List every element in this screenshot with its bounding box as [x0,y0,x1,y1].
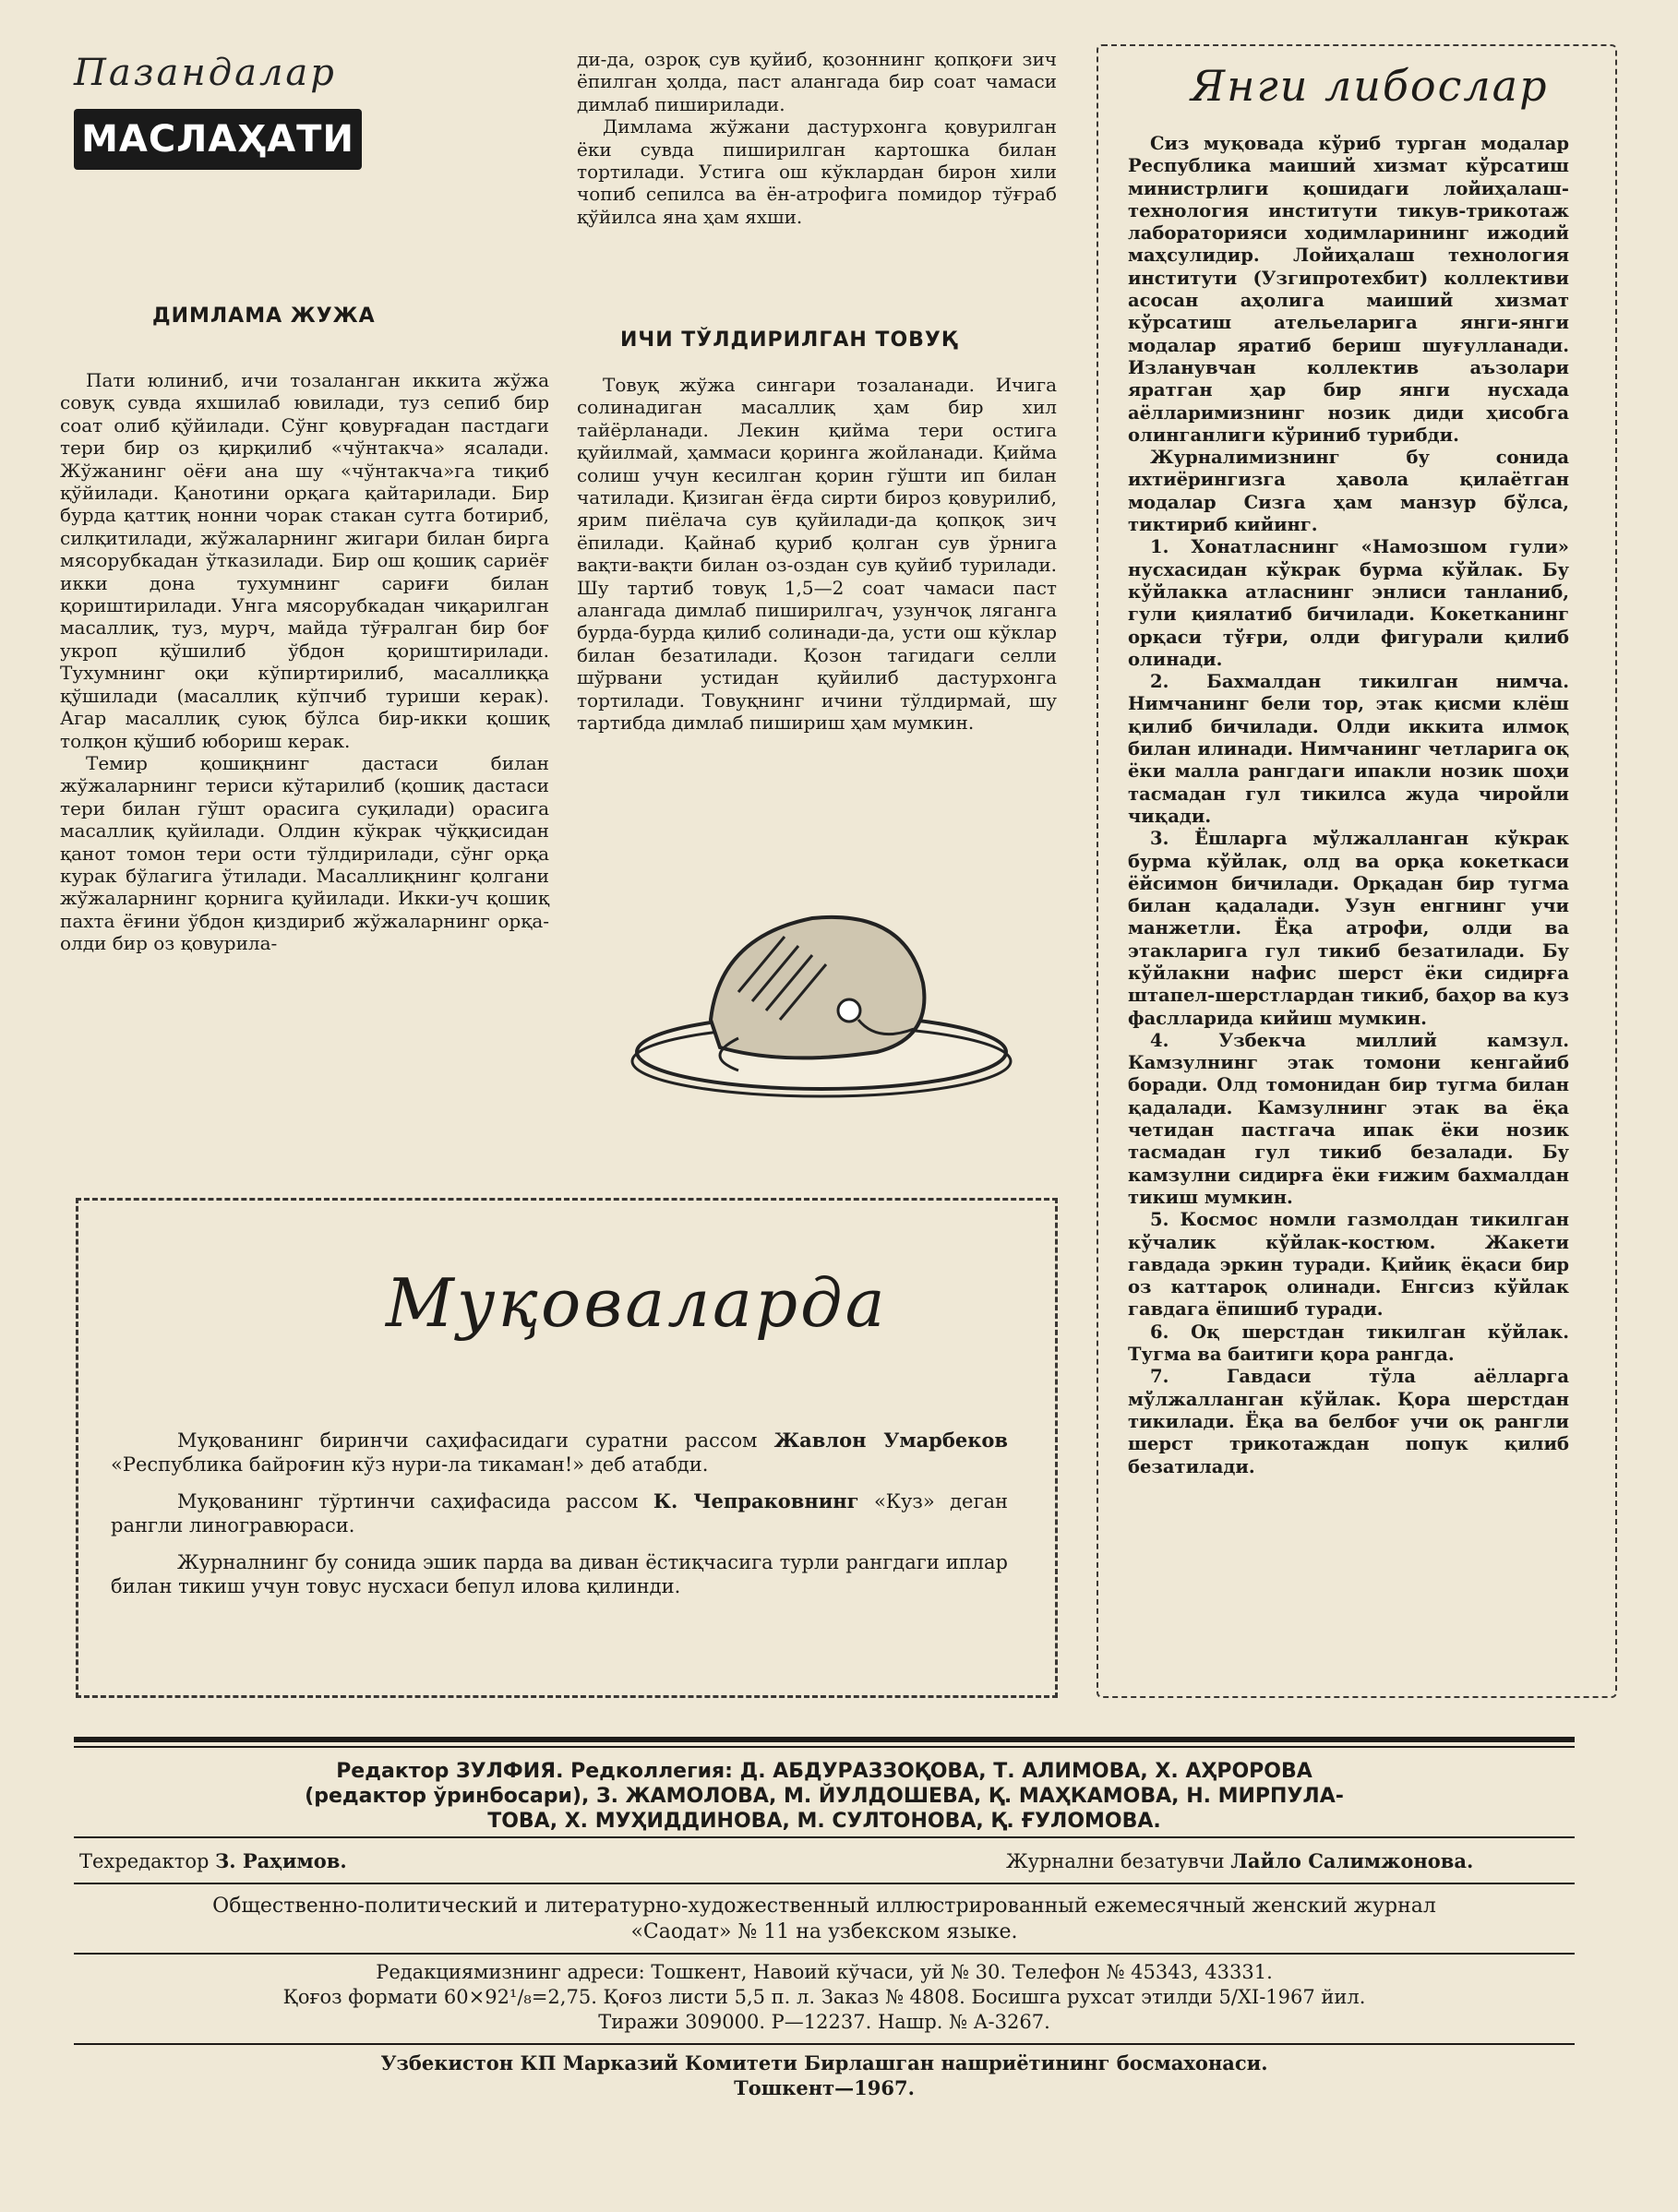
journal-desc-line: Общественно-политический и литературно-художественный иллюстрированный ежемесячный женский журнал [212,1895,1436,1918]
fashion-item: 5. Космос номли газмолдан тикилган кўчалик кўйлак-костюм. Жакети гавдада эркин туради. Қийиқ ёқаси бир оз каттароқ олинади. Енгсиз кўйлак гавдага ёпишиб туради. [1128,1209,1569,1321]
footer-rule [74,1953,1575,1955]
designer-name: Лайло Салимжонова. [1230,1849,1474,1872]
recipe1-paragraph: Темир қошиқнинг дастаси билан жўжаларнинг териси кўтарилиб (қошиқ дастаси тери билан гўшт орасига суқилади) орасига масаллиқ қуйилади. Олдин кўкрак чўққисидан қанот томон тери ости тўлдирилади, сўнг орқа курак бўлагига ўтилади. Масаллиқнинг қолгани жўжаларнинг қорнига қуйилади. Икки-уч қошиқ пахта ёғини ўбдон қиздириб жўжаларнинг орқа-олди бир оз қовурила- [60,751,549,955]
new-fashions-body [1128,133,1569,1478]
cover-text-span: Муқованинг тўртинчи саҳифасида рассом [177,1490,653,1513]
recipe1-cont-paragraph: Димлама жўжани дастурхонга қовурилган ёки сувда пиширилган картошка билан тортилади. Устига ош кўклардан бирон хили чопиб сепилса ва ён-атрофига помидор тўғраб қўйилса яна ҳам яхши. [577,115,1057,228]
cover-paragraph [111,1489,1008,1537]
printer-info [74,2051,1575,2100]
journal-description [74,1894,1575,1945]
recipe1-cont-paragraph: ди-да, озроқ сув қуйиб, қозоннинг қопқоғи зич ёпилган ҳолда, паст алангада бир соат чамаси димлаб пиширилади. [577,48,1057,115]
footer-rule [74,1737,1575,1742]
fashion-item: 3. Ёшларга мўлжалланган кўкрак бурма кўйлак, олд ва орқа кокеткаси ёйсимон бичилади. Орқадан бир тугма билан қадалади. Узун енгнинг учи манжетли. Ёқа атрофи, олди ва этакларига гул тикиб безатилади. Бу кўйлакни нафис шерст ёки сидирға штапел-шерстлардан тикиб, баҳор ва куз фаслларида кийиш мумкин. [1128,828,1569,1029]
recipe2-body [577,374,1057,735]
tech-editor-label: Техредактор [79,1850,216,1872]
journal-desc-line: «Саодат» № 11 на узбекском языке. [630,1920,1018,1943]
tech-editor [79,1849,347,1872]
editorial-line: (редактор ўринбосари), З. ЖАМОЛОВА, М. ЙУЛДОШЕВА, Қ. МАҲКАМОВА, Н. МИРПУЛА- [305,1785,1344,1808]
cover-script-title: Муқоваларда [386,1264,888,1342]
footer-rule [74,1746,1575,1748]
recipe1-title: ДИМЛАМА ЖУЖА [152,305,376,328]
recipe1-continuation [577,48,1057,228]
cover-info-text [111,1429,1008,1611]
printer-line: Узбекистон КП Марказий Комитети Бирлашган нашриётининг босмахонаси. [380,2051,1268,2074]
recipe2-paragraph: Товуқ жўжа сингари тозаланади. Ичига солинадиган масаллиқ ҳам бир хил тайёрланади. Лекин қийма тери остига қуйилмай, ҳаммаси қоринга жойланади. Қийма солиш учун кесилган қорин гўшти ип билан чатилади. Қизиган ёғда сирти бироз қовурилиб, ярим пиёлача сув қуйилади-да қопқоқ зич ёпилади. Қайнаб қуриб қолган сув ўрнига вақти-вақти билан оз-оздан сув қуйиб турилади. Шу тартиб товуқ 1,5—2 соат чамаси паст алангада димлаб пиширилгач, узунчоқ ляганга бурда-бурда қилиб солинади-да, усти ош кўклар билан безатилади. Қозон тагидаги селли шўрвани устидан қуйилиб дастурхонга тортилади. Товуқнинг ичини тўлдирмай, шу тартибда димлаб пишириш ҳам мумкин. [577,374,1057,735]
section-title-box: МАСЛАҲАТИ [74,109,362,170]
cover-text-span: «Куз» деган рангли линогравюраси. [111,1490,1009,1536]
footer-rule [74,2043,1575,2045]
fashion-item: 1. Хонатласнинг «Намозшом гули» нусхасидан кўкрак бурма кўйлак. Бу кўйлакка атласнинг энлиси танланиб, гули қиялатиб бичилади. Кокетканинг орқаси тўғри, олди фигурали қилиб олинади. [1128,536,1569,670]
publication-line: Қоғоз формати 60×92¹/₈=2,75. Қоғоз листи 5,5 п. л. Заказ № 4808. Босишга рухсат этилди 5/XI-1967 йил. [282,1986,1366,2008]
section-script-title: Пазандалар [74,52,337,94]
publication-line: Тиражи 309000. Р—12237. Нашр. № А-3267. [598,2011,1050,2033]
fashion-paragraph: Журналимизнинг бу сонида ихтиёрингизга ҳавола қилаётган модалар Сизга ҳам манзур бўлса, тиктириб кийинг. [1128,447,1569,536]
roast-chicken-illustration [600,881,1025,1103]
fashion-item: 4. Узбекча миллий камзул. Камзулнинг этак томони кенгайиб боради. Олд томонидан бир тугма билан қадалади. Камзулнинг этак ва ёқа четидан пастгача ипак ёки нозик тасмадан гул тикиб безалади. Бу камзулни сидирға ёки ғижим бахмалдан тикиш мумкин. [1128,1029,1569,1208]
new-fashions-title: Янги либослар [1191,61,1549,111]
fashion-item: 2. Бахмалдан тикилган нимча. Нимчанинг бели тор, этак қисми клёш қилиб бичилади. Олди иккита илмоқ билан илинади. Нимчанинг четларига оқ ёки малла рангдаги ипакли нозик шоҳи тасмадан гул тикилса жуда чиройли чиқади. [1128,671,1569,827]
cover-paragraph: Журналнинг бу сонида эшик парда ва диван ёстиқчасига турли рангдаги иплар билан тикиш учун товус нусхаси бепул илова қилинди. [111,1551,1008,1597]
editorial-line: Редактор ЗУЛФИЯ. Редколлегия: Д. АБДУРАЗЗОҚОВА, Т. АЛИМОВА, Х. АҲРОРОВА [336,1760,1312,1783]
publication-details [74,1960,1575,2035]
designer [1006,1849,1473,1872]
recipe1-body [60,369,549,955]
cover-text-span: Муқованинг биринчи саҳифасидаги суратни рассом [177,1429,774,1452]
fashion-item: 7. Гавдаси тўла аёлларга мўлжалланган кўйлак. Қора шерстдан тикилади. Ёқа ва белбоғ учи оқ рангли шерст трикотаждан попук қилиб безатилади. [1128,1366,1569,1477]
footer-rule [74,1883,1575,1884]
printer-line: Тошкент—1967. [734,2076,915,2099]
recipe1-paragraph: Пати юлиниб, ичи тозаланган иккита жўжа совуқ сувда яхшилаб ювилади, туз сепиб бир соат олиб қўйилади. Сўнг қовурғадан пастдаги тери бир оз қирқилиб «чўнтакча» ясалади. Жўжанинг оёғи ана шу «чўнтакча»га тиқиб қўйилади. Қанотини орқага қайтарилади. Бир бурда қаттиқ нонни чорак стакан сутга ботириб, силқитилади, жўжаларнинг жигари билан бирга мясорубкадан ўтказилади. Бир ош қошиқ сариёғ икки дона тухумнинг сариғи билан қориштирилади. Унга мясорубкадан чиқарилган масаллиқ, туз, мурч, майда тўғралган бир боғ укроп қўшилиб ўбдон қориштирилади. Тухумнинг оқи кўпиртирилиб, масаллиққа қўшилади (масаллиқ кўпчиб туриши керак). Агар масаллиқ суюқ бўлса бир-икки қошиқ толқон қўшиб юбориш керак. [60,369,549,752]
cover-paragraph [111,1429,1008,1477]
fashion-item: 6. Оқ шерстдан тикилган кўйлак. Тугма ва баитиги қора рангда. [1128,1321,1569,1366]
tech-editor-name: З. Раҳимов. [215,1849,347,1872]
recipe2-title: ИЧИ ТЎЛДИРИЛГАН ТОВУҚ [620,329,958,352]
editorial-board [74,1759,1575,1834]
footer-rule [74,1836,1575,1838]
artist-name: К. Чепраковнинг [653,1489,859,1513]
designer-label: Журнални безатувчи [1006,1850,1231,1872]
editorial-line: ТОВА, Х. МУҲИДДИНОВА, М. СУЛТОНОВА, Қ. ҒУЛОМОВА. [487,1810,1161,1833]
fashion-paragraph: Сиз муқовада кўриб турган модалар Республика маиший хизмат кўрсатиш министрлиги қошидаги лойиҳалаш-технология институти тикув-трикотаж лабораторияси ходимларининг ижодий маҳсулидир. Лойиҳалаш технология институти (Узгипротехбит) коллективи асосан аҳолига маиший хизмат кўрсатиш ательеларига янги-янги модалар яратиб бериш шуғулланади. Изланувчан коллектив аъзолари яратган ҳар бир янги нусхада аёлларимизнинг нозик диди ҳисобга олинганлиги кўриниб турибди. [1128,133,1569,446]
cover-text-span: «Республика байроғин кўз нури-ла тикаман!» деб атабди. [111,1453,709,1476]
artist-name: Жавлон Умарбеков [773,1429,1008,1452]
publication-line: Редакциямизнинг адреси: Тошкент, Навоий кўчаси, уй № 30. Телефон № 45343, 43331. [376,1961,1273,1983]
